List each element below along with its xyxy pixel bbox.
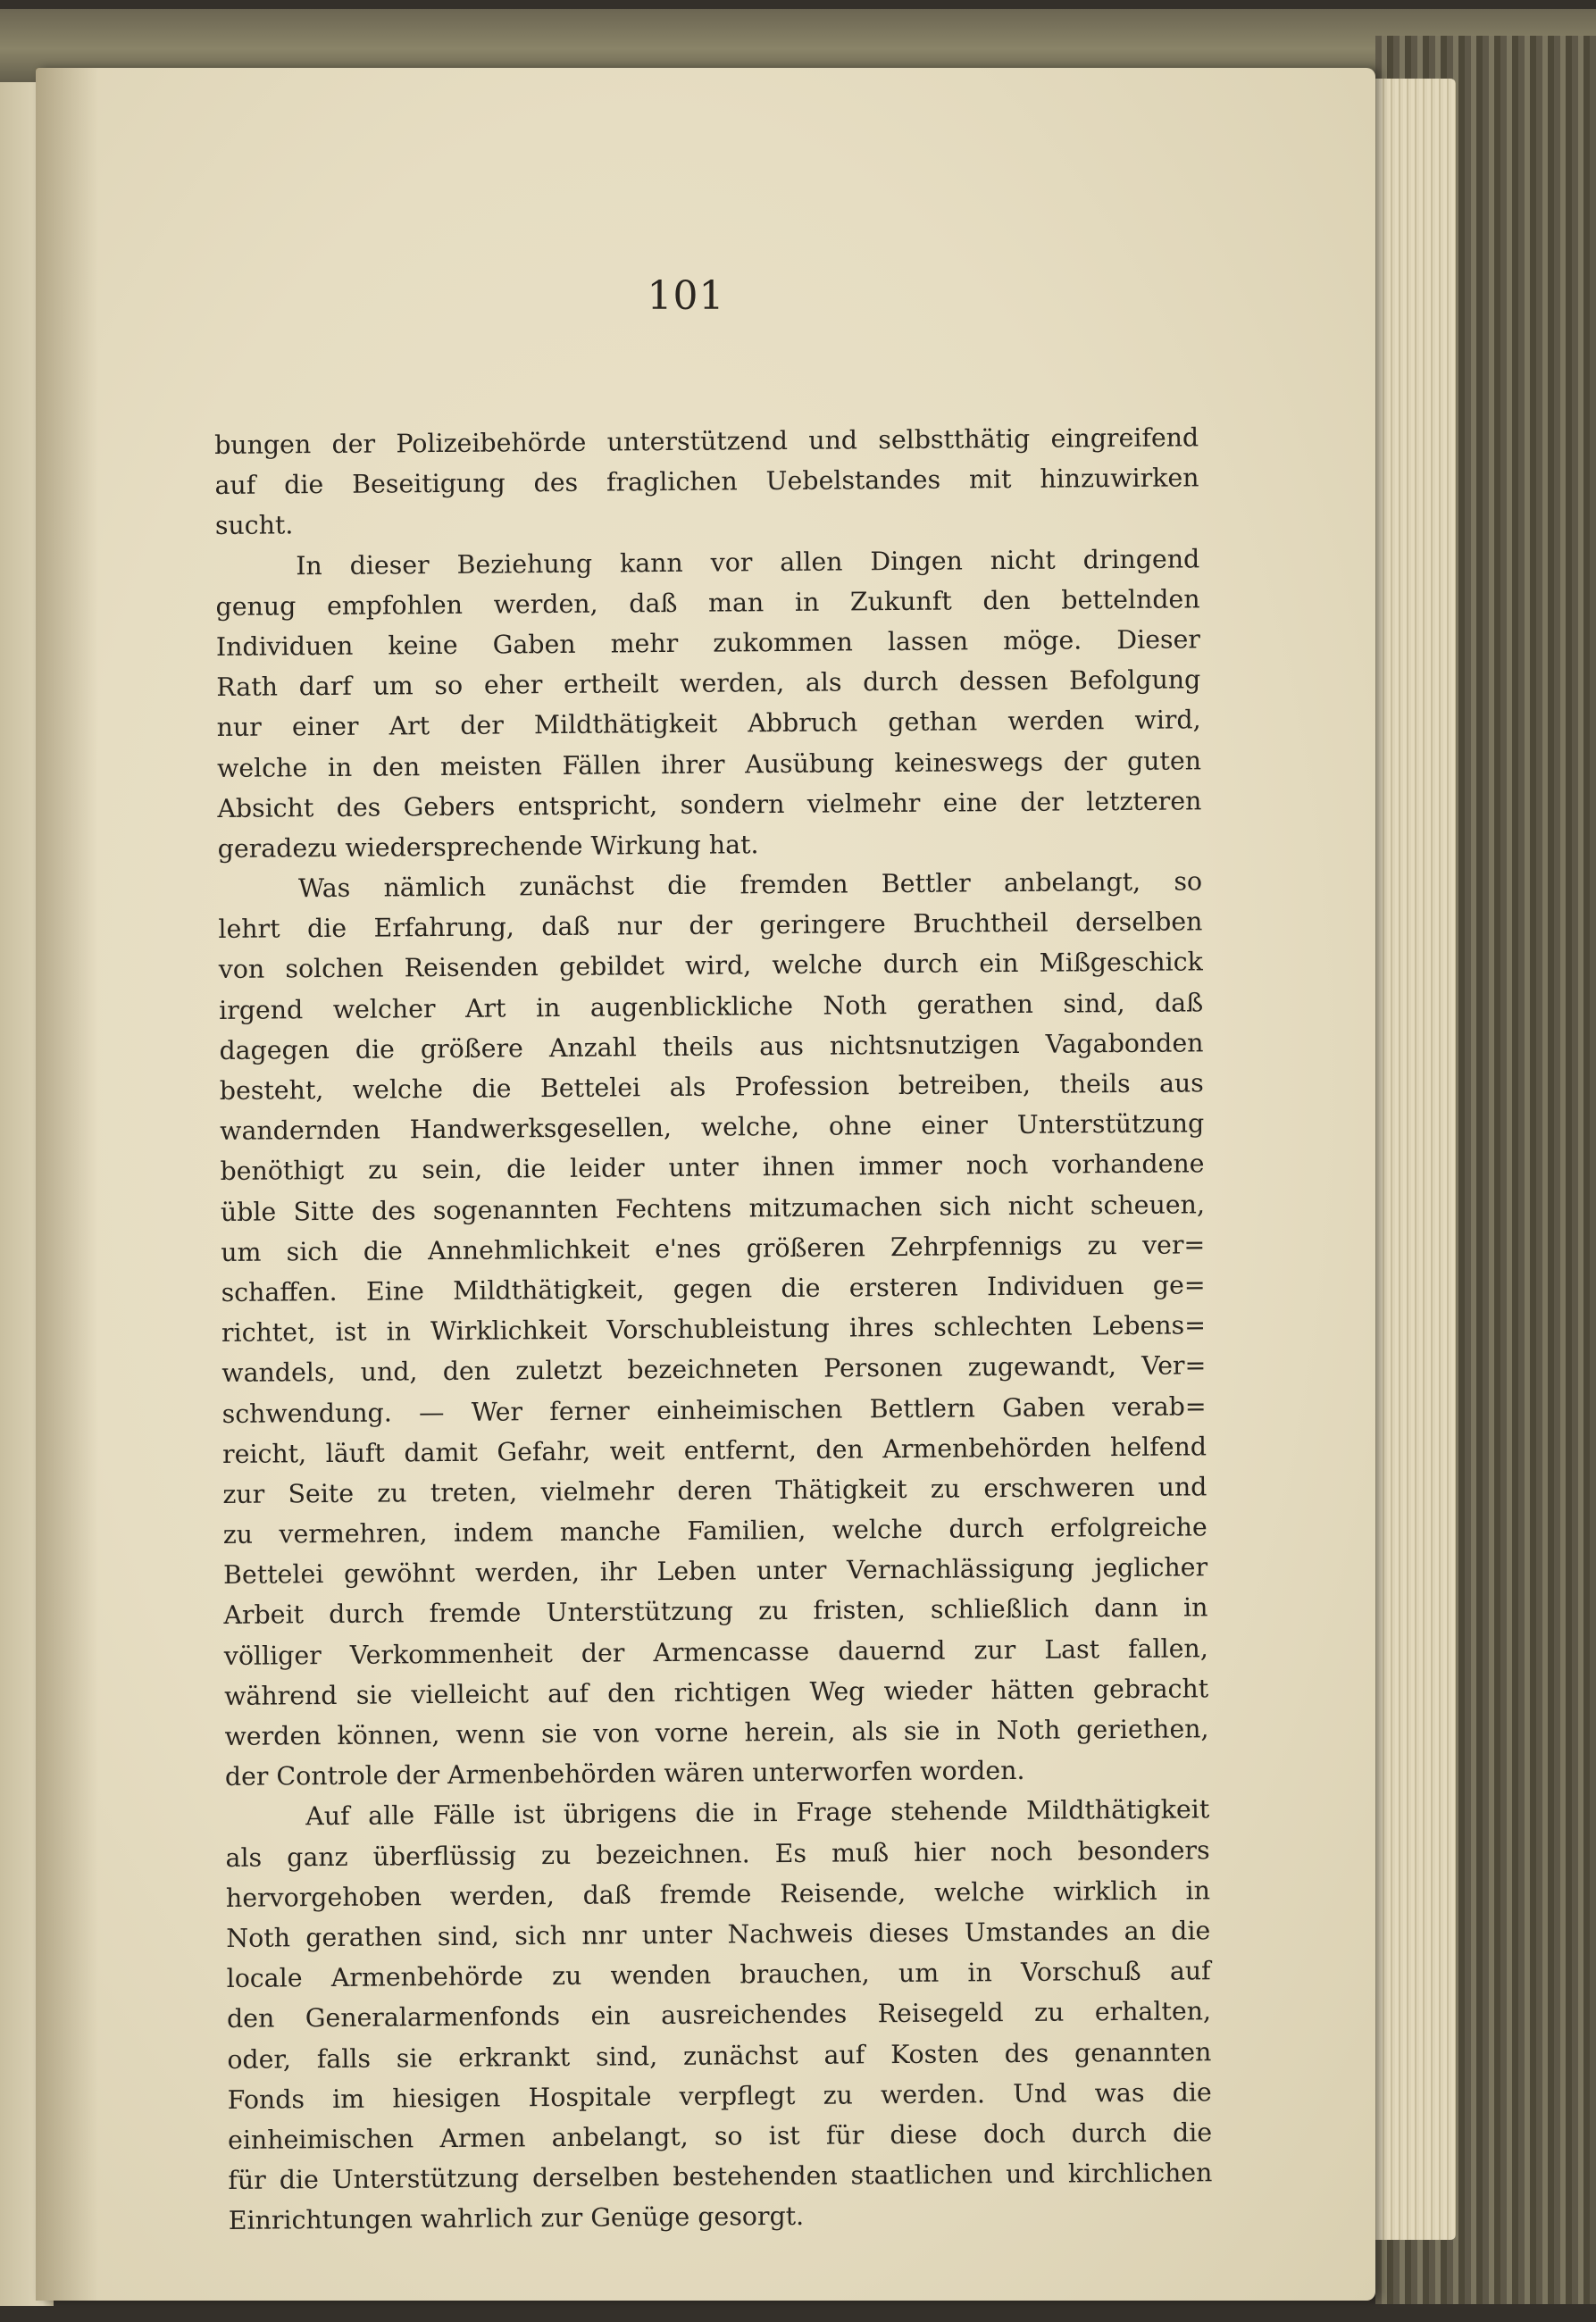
text-line: Bettelei gewöhnt werden, ihr Leben unter Vernachlässigung jeglicher	[222, 1552, 1208, 1591]
text-line: wandernden Handwerksgesellen, welche, ohne einer Unterstützung	[220, 1108, 1205, 1147]
text-line: von solchen Reisenden gebildet wird, welche durch ein Mißgeschick	[218, 947, 1203, 985]
text-line: werden können, wenn sie von vorne herein, als sie in Noth geriethen,	[224, 1714, 1209, 1751]
text-line: schaffen. Eine Mildthätigkeit, gegen die ersteren Individuen ge=	[221, 1270, 1206, 1307]
text-line: wandels, und, den zuletzt bezeichneten Personen zugewandt, Ver=	[221, 1350, 1207, 1389]
text-line: Rath darf um so eher ertheilt werden, als durch dessen Befolgung	[216, 664, 1201, 703]
text-line: üble Sitte des sogenannten Fechtens mitzumachen sich nicht scheuen,	[220, 1189, 1206, 1227]
page-gutter-shadow	[36, 68, 98, 2301]
text-line: den Generalarmenfonds ein ausreichendes Reisegeld zu erhalten,	[226, 1996, 1212, 2034]
text-line: Fonds im hiesigen Hospitale verpflegt zu werden. Und was die	[227, 2076, 1212, 2115]
text-line: benöthigt zu sein, die leider unter ihnen immer noch vorhandene	[220, 1148, 1205, 1187]
text-line: besteht, welche die Bettelei als Profession betreiben, theils aus	[219, 1068, 1204, 1106]
text-line: dagegen die größere Anzahl theils aus nichtsnutzigen Vagabonden	[219, 1028, 1204, 1065]
text-line: Absicht des Gebers entspricht, sondern vielmehr eine der letzteren	[217, 786, 1202, 823]
text-line: oder, falls sie erkrankt sind, zunächst auf Kosten des genannten	[227, 2036, 1212, 2075]
text-line: welche in den meisten Fällen ihrer Ausübung keineswegs der guten	[216, 745, 1202, 783]
text-line: nur einer Art der Mildthätigkeit Abbruch gethan werden wird,	[216, 705, 1201, 743]
text-line: Arbeit durch fremde Unterstützung zu fristen, schließlich dann in	[223, 1592, 1208, 1631]
text-line: sucht.	[214, 510, 294, 541]
text-line: Individuen keine Gaben mehr zukommen lassen möge. Dieser	[215, 624, 1201, 662]
text-line: bungen der Polizeibehörde unterstützend und selbstthätig eingreifend	[214, 422, 1199, 460]
text-line: schwendung. — Wer ferner einheimischen Bettlern Gaben verab=	[221, 1391, 1207, 1429]
text-line: für die Unterstützung derselben bestehenden staatlichen und kirchlichen	[228, 2158, 1213, 2196]
text-line: geradezu wiedersprechende Wirkung hat.	[217, 830, 759, 864]
text-line: völliger Verkommenheit der Armencasse dauernd zur Last fallen,	[223, 1633, 1208, 1671]
text-line: Auf alle Fälle ist übrigens die in Frage stehende Mildthätigkeit	[305, 1794, 1210, 1832]
text-line: der Controle der Armenbehörden wären unterworfen worden.	[224, 1756, 1025, 1792]
text-line: reicht, läuft damit Gefahr, weit entfernt, den Armenbehörden helfend	[221, 1431, 1207, 1469]
text-line: zu vermehren, indem manche Familien, welche durch erfolgreiche	[222, 1512, 1207, 1550]
text-line: hervorgehoben werden, daß fremde Reisende, welche wirklich in	[225, 1875, 1211, 1913]
text-line: Was nämlich zunächst die fremden Bettler anbelangt, so	[297, 866, 1203, 904]
page-number: 101	[647, 273, 725, 319]
text-line: irgend welcher Art in augenblickliche Noth gerathen sind, daß	[219, 987, 1204, 1025]
text-line: genug empfohlen werden, daß man in Zukunft den bettelnden	[215, 584, 1200, 622]
book-page	[36, 68, 1375, 2301]
text-line: auf die Beseitigung des fraglichen Uebelstandes mit hinzuwirken	[214, 463, 1199, 501]
text-line: In dieser Beziehung kann vor allen Dingen nicht dringend	[296, 543, 1200, 580]
text-line: Noth gerathen sind, sich nnr unter Nachweis dieses Umstandes an die	[226, 1916, 1211, 1953]
text-line: einheimischen Armen anbelangt, so ist für diese doch durch die	[227, 2117, 1213, 2155]
text-line: während sie vielleicht auf den richtigen Weg wieder hätten gebracht	[224, 1674, 1209, 1711]
text-line: lehrt die Erfahrung, daß nur der geringere Bruchtheil derselben	[218, 906, 1203, 945]
text-line: zur Seite zu treten, vielmehr deren Thätigkeit zu erschweren und	[222, 1472, 1207, 1509]
text-line: locale Armenbehörde zu wenden brauchen, um in Vorschuß auf	[226, 1956, 1211, 1994]
body-text	[214, 417, 1213, 2241]
text-line: als ganz überflüssig zu bezeichnen. Es muß hier noch besonders	[225, 1834, 1210, 1873]
text-line: richtet, ist in Wirklichkeit Vorschubleistung ihres schlechten Lebens=	[221, 1310, 1207, 1349]
text-line: um sich die Annehmlichkeit e'nes größeren Zehrpfennigs zu ver=	[221, 1230, 1206, 1267]
text-line: Einrichtungen wahrlich zur Genüge gesorgt.	[228, 2201, 805, 2236]
